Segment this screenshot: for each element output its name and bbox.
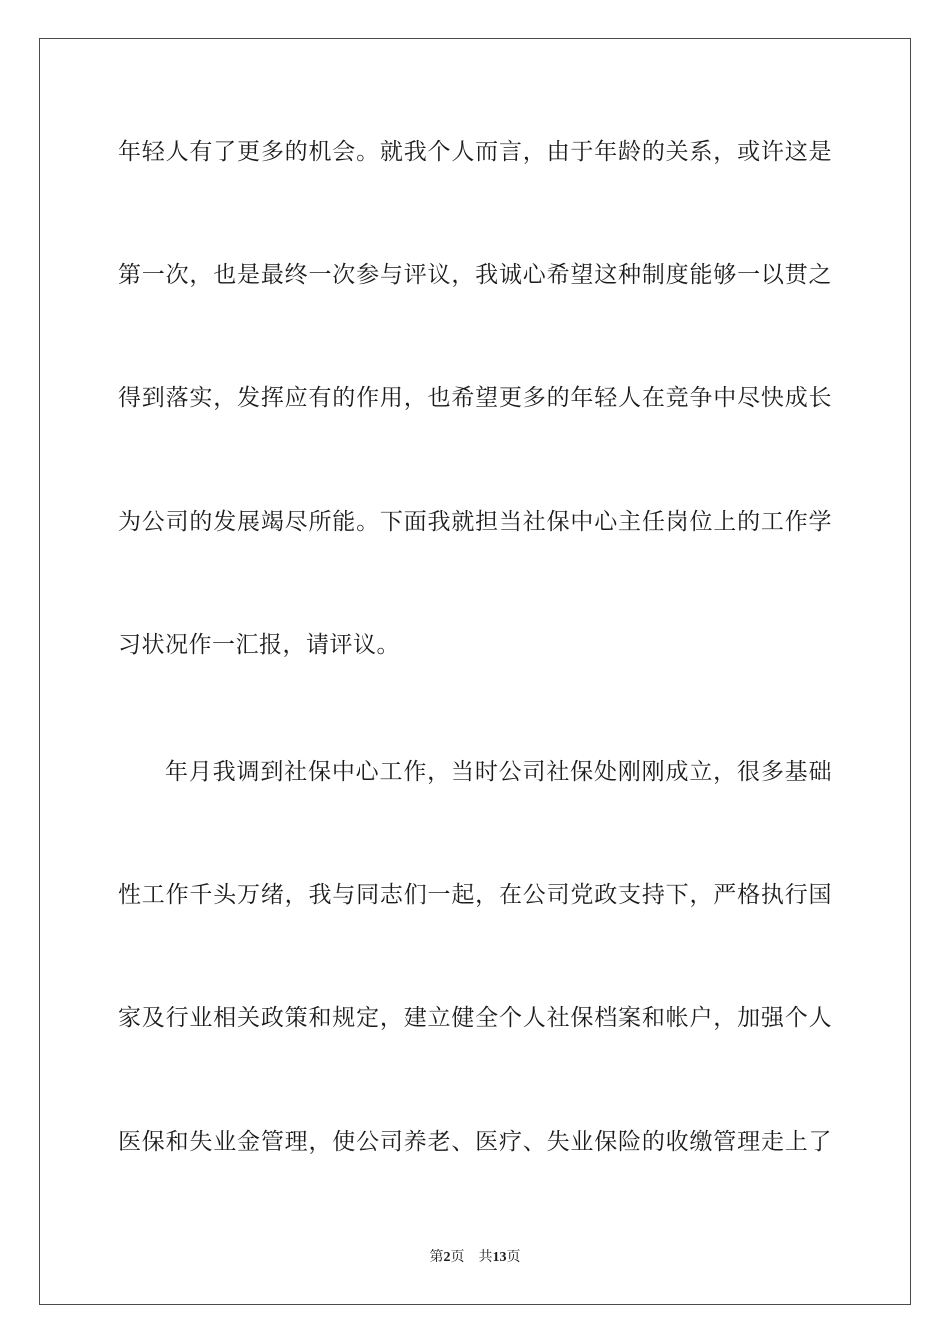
text-line: 医保和失业金管理，使公司养老、医疗、失业保险的收缴管理走上了 (118, 1129, 832, 1155)
page-border (39, 38, 911, 1305)
page-footer (0, 1246, 950, 1266)
text-line: 家及行业相关政策和规定，建立健全个人社保档案和帐户，加强个人 (118, 1005, 832, 1031)
text-line: 为公司的发展竭尽所能。下面我就担当社保中心主任岗位上的工作学 (118, 509, 832, 535)
total-label-prefix: 共 (478, 1249, 493, 1265)
text-line: 性工作千头万绪，我与同志们一起，在公司党政支持下，严格执行国 (118, 882, 832, 908)
page-label-suffix: 页 (450, 1249, 465, 1265)
text-line: 得到落实，发挥应有的作用，也希望更多的年轻人在竞争中尽快成长 (118, 385, 832, 411)
page-number: 2 (443, 1250, 451, 1265)
text-line: 第一次，也是最终一次参与评议，我诚心希望这种制度能够一以贯之 (118, 262, 832, 288)
text-line: 年月我调到社保中心工作，当时公司社保处刚刚成立，很多基础 (165, 759, 832, 785)
text-line: 习状况作一汇报，请评议。 (118, 632, 400, 658)
text-line: 年轻人有了更多的机会。就我个人而言，由于年龄的关系，或许这是 (118, 139, 832, 165)
total-label-suffix: 页 (506, 1249, 521, 1265)
total-pages: 13 (492, 1250, 507, 1265)
page-label-prefix: 第 (429, 1249, 444, 1265)
